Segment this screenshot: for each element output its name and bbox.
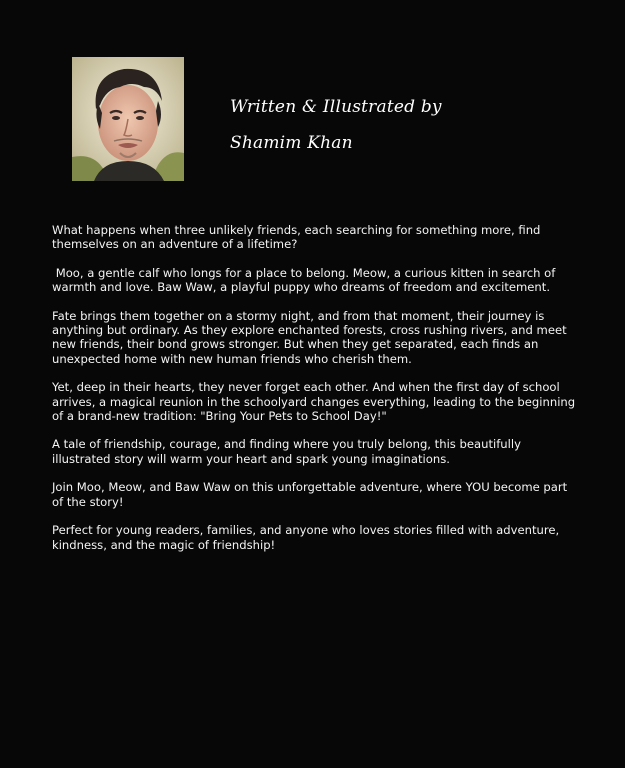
credit-line: Written & Illustrated by [230, 97, 442, 117]
blurb-paragraph: Yet, deep in their hearts, they never forget each other. And when the first day of school arrives, a magical reunion in the schoolyard changes everything, leading to the beginning of a brand-new tradition: "Bring Your Pets to School Day!" [52, 380, 579, 423]
blurb-paragraph: Fate brings them together on a stormy night, and from that moment, their journey is anything but ordinary. As they explore enchanted forests, cross rushing rivers, and meet new friends, their bond grows stronger. But when they get separated, each finds an unexpected home with new human friends who cherish them. [52, 308, 571, 366]
blurb-paragraph: What happens when three unlikely friends, each searching for something more, find themselves on an adventure of a lifetime? [52, 223, 545, 252]
blurb-paragraph: Perfect for young readers, families, and anyone who loves stories filled with adventure, kindness, and the magic of friendship! [52, 523, 563, 552]
blurb-paragraph: Join Moo, Meow, and Baw Waw on this unforgettable adventure, where YOU become part of the story! [52, 480, 571, 509]
book-blurb [52, 223, 582, 566]
author-portrait-icon [72, 57, 184, 181]
author-name: Shamim Khan [230, 133, 353, 153]
blurb-paragraph: Moo, a gentle calf who longs for a place to belong. Meow, a curious kitten in search of warmth and love. Baw Waw, a playful puppy who dreams of freedom and excitement. [52, 265, 560, 295]
author-photo [72, 57, 184, 181]
blurb-paragraph: A tale of friendship, courage, and finding where you truly belong, this beautifully illustrated story will warm your heart and spark young imaginations. [52, 437, 525, 466]
author-credit [230, 89, 442, 161]
